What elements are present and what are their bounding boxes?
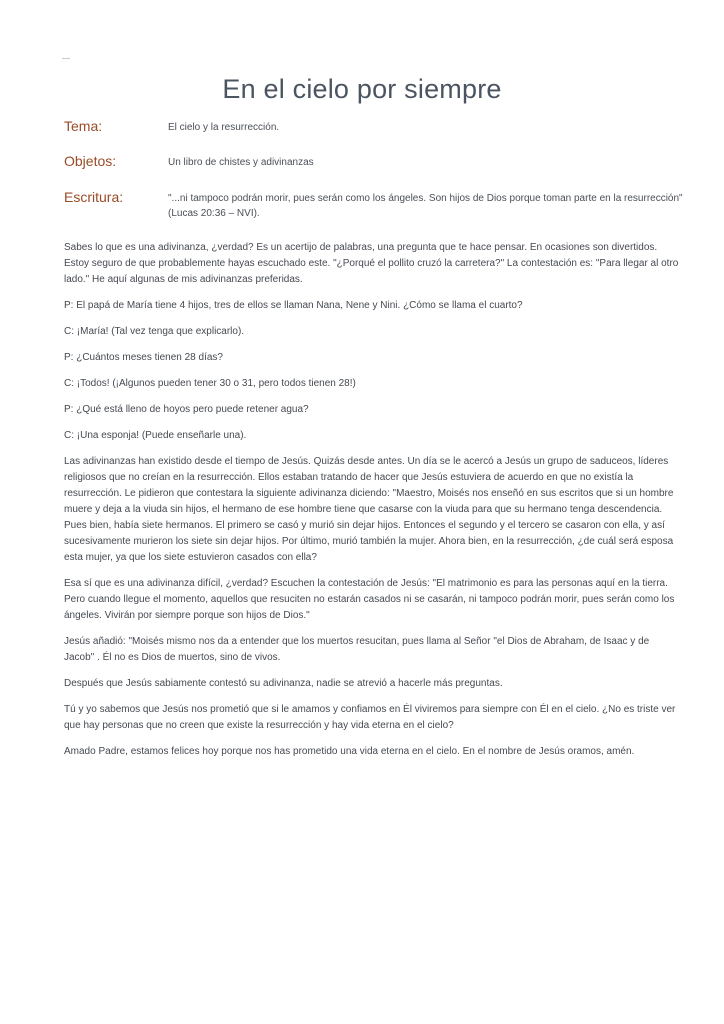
page-title: En el cielo por siempre	[222, 74, 502, 104]
riddle-answer-3: C: ¡Una esponja! (Puede enseñarle una).	[64, 430, 247, 441]
riddle-question-3: P: ¿Qué está lleno de hoyos pero puede retener agua?	[64, 404, 309, 415]
meta-label-escritura: Escritura:	[64, 189, 124, 205]
meta-value-escritura: "...ni tampoco podrán morir, pues serán como los ángeles. Son hijos de Dios porque toman parte en la resurrección" (Lucas 20:36 – NVI).	[168, 193, 683, 219]
paragraph-prayer: Amado Padre, estamos felices hoy porque nos has prometido una vida eterna en el cielo. En el nombre de Jesús oramos, amén.	[64, 746, 635, 757]
meta-label-tema: Tema:	[64, 118, 103, 134]
riddle-question-1: P: El papá de María tiene 4 hijos, tres de ellos se llaman Nana, Nene y Nini. ¿Cómo se llama el cuarto?	[64, 300, 523, 311]
riddle-answer-1: C: ¡María! (Tal vez tenga que explicarlo).	[64, 326, 245, 337]
paragraph-saduceos: Las adivinanzas han existido desde el tiempo de Jesús. Quizás desde antes. Un día se le acercó a Jesús un grupo de saduceos, líderes religiosos que no creían en la resurrección. Ellos estaban tratando de hacer que Jesús estuviera de acuerdo en que no existía la resurrección. Le pidieron que contestara la siguiente adivinanza diciendo: "Maestro, Moisés nos enseñó en sus escritos que si un hombre muere y deja a la viuda sin hijos, el hermano de ese hombre tiene que casarse con la viuda para que su hermano tenga descendencia. Pues bien, había siete hermanos. El primero se casó y murió sin dejar hijos. Entonces el segundo y el tercero se casaron con ella, y así sucesivamente murieron los siete sin dejar hijos. Por último, murió también la mujer. Ahora bien, en la resurrección, ¿de cuál será esposa esta mujer, ya que los siete estuvieron casados con ella?	[64, 456, 674, 563]
body-text	[64, 240, 682, 770]
corner-mark	[62, 58, 70, 59]
paragraph-moises: Jesús añadió: "Moisés mismo nos da a entender que los muertos resucitan, pues llama al Señor "el Dios de Abraham, de Isaac y de Jacob" . Él no es Dios de muertos, sino de vivos.	[64, 636, 650, 663]
riddle-answer-2: C: ¡Todos! (¡Algunos pueden tener 30 o 31, pero todos tienen 28!)	[64, 378, 356, 389]
meta-label-objetos: Objetos:	[64, 153, 117, 169]
riddle-question-2: P: ¿Cuántos meses tienen 28 días?	[64, 352, 223, 363]
meta-value-objetos: Un libro de chistes y adivinanzas	[168, 157, 314, 168]
paragraph-nobody-asked: Después que Jesús sabiamente contestó su adivinanza, nadie se atrevió a hacerle más preguntas.	[64, 678, 503, 689]
paragraph-intro: Sabes lo que es una adivinanza, ¿verdad? Es un acertijo de palabras, una pregunta que te hace pensar. En ocasiones son divertidos. Estoy seguro de que probablemente hayas escuchado este. "¿Porqué el pollito cruzó la carretera?" La contestación es: "Para llegar al otro lado." He aquí algunas de mis adivinanzas preferidas.	[64, 242, 679, 285]
paragraph-jesus-answer: Esa sí que es una adivinanza difícil, ¿verdad? Escuchen la contestación de Jesús: "El matrimonio es para las personas aquí en la tierra. Pero cuando llegue el momento, aquellos que resuciten no estarán casados ni se casarán, ni tampoco podrán morir, pues serán como los ángeles. Vivirán por siempre porque son hijos de Dios."	[64, 578, 675, 621]
meta-value-tema: El cielo y la resurrección.	[168, 122, 280, 133]
paragraph-promise: Tú y yo sabemos que Jesús nos prometió que si le amamos y confiamos en Él viviremos para siempre con Él en el cielo. ¿No es triste ver que hay personas que no creen que existe la resurrección y hay vida eterna en el cielo?	[64, 704, 676, 731]
